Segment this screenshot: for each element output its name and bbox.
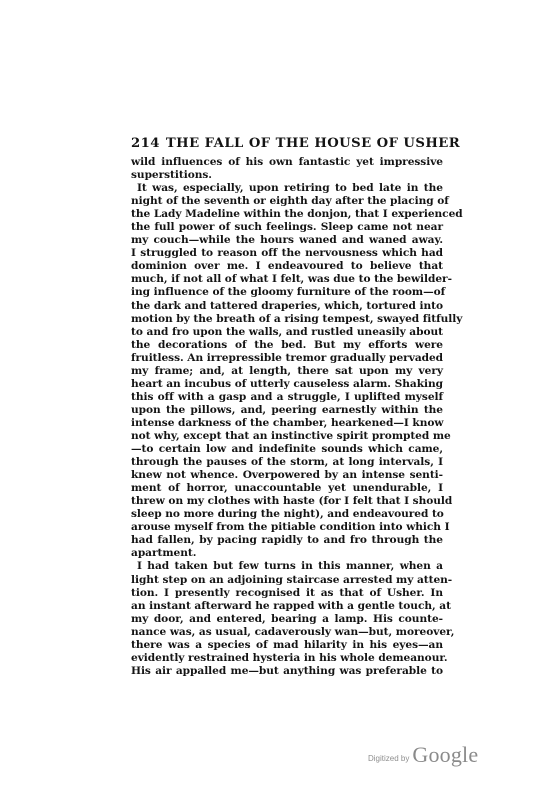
text-line: the full power of such feelings. Sleep came not near [131, 221, 443, 234]
text-line: this off with a gasp and a struggle, I uplifted myself [131, 390, 443, 403]
text-line: ment of horror, unaccountable yet unendurable, I [131, 482, 443, 495]
text-line: night of the seventh or eighth day after the placing of [131, 195, 449, 208]
text-line: heart an incubus of utterly causeless alarm. Shaking [131, 377, 443, 390]
text-line: not why, except that an instinctive spirit prompted me [131, 429, 451, 442]
text-line: there was a species of mad hilarity in his eyes—an [131, 638, 443, 651]
text-line: to and fro upon the walls, and rustled uneasily about [131, 325, 443, 338]
text-line: I had taken but few turns in this manner, when a [137, 560, 443, 573]
body-text [131, 156, 463, 678]
text-line: wild influences of his own fantastic yet impressive [131, 156, 443, 168]
text-line: tion. I presently recognised it as that of Usher. In [131, 586, 443, 599]
text-line: my couch—while the hours waned and waned away. [131, 234, 443, 247]
text-line: I struggled to reason off the nervousness which had [131, 247, 443, 260]
text-line: —to certain low and indefinite sounds which came, [131, 443, 443, 456]
text-line: It was, especially, upon retiring to bed late in the [137, 182, 443, 195]
text-line: my frame; and, at length, there sat upon my very [131, 364, 443, 377]
text-line: had fallen, by pacing rapidly to and fro through the [131, 534, 443, 547]
page-number: 214 [131, 136, 160, 151]
watermark-caption: Digitized by [368, 754, 410, 763]
text-line: much, if not all of what I felt, was due to the bewilder- [131, 273, 452, 286]
text-line: dominion over me. I endeavoured to believe that [131, 260, 443, 273]
text-line: sleep no more during the night), and endeavoured to [131, 508, 444, 521]
text-line: my door, and entered, bearing a lamp. His counte- [131, 612, 443, 625]
text-line: nance was, as usual, cadaverously wan—but, moreover, [131, 625, 455, 638]
text-line: arouse myself from the pitiable condition into which I [131, 521, 450, 534]
text-line: the dark and tattered draperies, which, tortured into [131, 299, 443, 312]
text-line: superstitions. [131, 169, 212, 182]
text-line: apartment. [131, 547, 197, 560]
text-line: the decorations of the bed. But my efforts were [131, 338, 443, 351]
text-line: threw on my clothes with haste (for I felt that I should [131, 495, 453, 508]
google-logo: Google [412, 742, 479, 767]
running-header [131, 134, 461, 154]
text-line: an instant afterward he rapped with a gentle touch, at [131, 599, 451, 612]
text-line: the Lady Madeline within the donjon, that I experienced [131, 208, 463, 221]
text-line: upon the pillows, and, peering earnestly within the [131, 403, 443, 416]
running-title: THE FALL OF THE HOUSE OF USHER [165, 136, 461, 151]
text-line: knew not whence. Overpowered by an intense senti- [131, 469, 443, 482]
text-line: through the pauses of the storm, at long intervals, I [131, 456, 443, 469]
text-line: ing influence of the gloomy furniture of the room—of [131, 286, 446, 299]
text-line: fruitless. An irrepressible tremor gradually pervaded [131, 351, 444, 364]
text-line: light step on an adjoining staircase arrested my atten- [131, 573, 453, 586]
text-line: His air appalled me—but anything was preferable to [131, 664, 443, 677]
text-line: motion by the breath of a rising tempest, swayed fitfully [131, 312, 463, 325]
text-line: evidently restrained hysteria in his whole demeanour. [131, 651, 448, 664]
text-line: intense darkness of the chamber, hearkened—I know [131, 416, 444, 429]
digitized-by-google-watermark [368, 742, 488, 768]
